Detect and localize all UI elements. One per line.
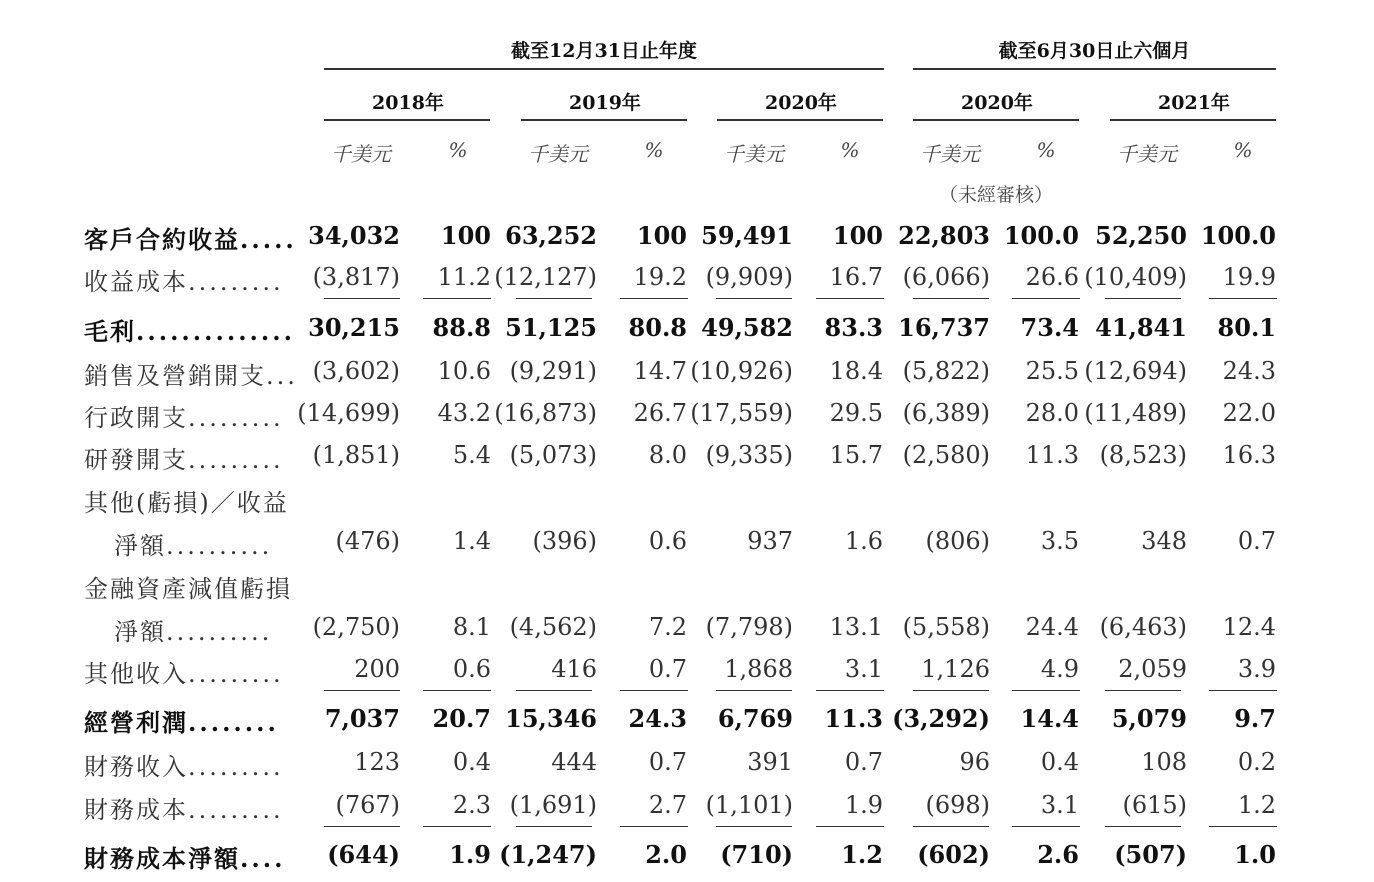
amount-cell: 63,252 [505,221,597,250]
amount-cell: (3,602) [312,357,400,385]
amount-cell: (11,489) [1084,399,1187,427]
unit-percent-label: % [840,138,860,162]
amount-cell: (396) [532,527,597,555]
percent-cell: 11.3 [824,704,883,733]
subtotal-rule [423,690,491,691]
header-six-months: 截至6月30日止六個月 [998,40,1191,62]
amount-cell: (17,559) [690,399,793,427]
amount-cell: (8,523) [1099,441,1187,469]
row-leader-dots: ..... [240,225,297,254]
amount-cell: 200 [354,655,400,683]
subtotal-rule [816,690,884,691]
subtotal-rule [1012,690,1080,691]
percent-cell: 24.3 [1222,357,1276,385]
row-label [84,790,284,825]
row-label [84,747,284,782]
percent-cell: 80.8 [628,313,687,342]
percent-cell: 11.3 [1025,441,1079,469]
row-label-text: 行政開支 [84,404,188,432]
percent-cell: 7.2 [648,613,687,641]
percent-cell: 2.3 [452,791,491,819]
percent-cell: 43.2 [437,399,491,427]
percent-cell: 3.1 [1040,791,1079,819]
period-header-rule [913,119,1079,121]
row-leader-dots: ......... [188,660,284,688]
unit-amount-label: 千美元 [920,142,980,166]
amount-cell: (507) [1114,840,1187,869]
percent-cell: 24.3 [628,704,687,733]
percent-cell: 100 [636,221,687,250]
amount-cell: 30,215 [308,313,400,342]
amount-cell: (16,873) [494,399,597,427]
percent-cell: 1.6 [844,527,883,555]
amount-cell: (9,291) [509,357,597,385]
header-fiscal-year: 截至12月31日止年度 [511,40,697,62]
percent-cell: 73.4 [1020,313,1079,342]
subtotal-rule [516,298,592,299]
amount-cell: 34,032 [308,221,400,250]
row-label-text: 財務收入 [84,753,188,781]
percent-cell: 1.2 [1237,791,1276,819]
subtotal-rule [324,826,400,827]
row-label [84,220,297,255]
row-label-text: 金融資產減值虧損 [84,575,292,603]
percent-cell: 20.7 [432,704,491,733]
amount-cell: (3,817) [312,263,400,291]
row-label-text: 淨額 [114,532,166,560]
subtotal-rule [620,690,688,691]
row-label-text: 客戶合約收益 [84,225,240,254]
percent-cell: 0.7 [1237,527,1276,555]
row-label-text: 財務成本淨額 [84,844,240,873]
subtotal-rule [516,690,592,691]
table-row [0,522,1374,564]
percent-cell: 0.4 [1040,748,1079,776]
row-label [84,839,285,874]
subtotal-rule [620,826,688,827]
amount-cell: (644) [327,840,400,869]
subtotal-rule [423,298,491,299]
percent-cell: 16.7 [829,263,883,291]
percent-cell: 2.7 [648,791,687,819]
percent-cell: 14.7 [633,357,687,385]
percent-cell: 3.5 [1040,527,1079,555]
table-row [0,565,1374,607]
percent-cell: 25.5 [1025,357,1079,385]
table-row [0,608,1374,650]
period-header: 2018年 [372,92,444,114]
row-label-text: 研發開支 [84,446,188,474]
amount-cell: (476) [335,527,400,555]
amount-cell: 108 [1141,748,1187,776]
percent-cell: 88.8 [432,313,491,342]
row-label [84,569,292,604]
table-row [0,650,1374,692]
table-row [0,258,1374,300]
header-six-months-rule [913,68,1276,70]
table-row [0,786,1374,828]
percent-cell: 16.3 [1222,441,1276,469]
percent-cell: 1.0 [1234,840,1276,869]
percent-cell: 29.5 [829,399,883,427]
percent-cell: 100 [832,221,883,250]
row-leader-dots: .......... [166,618,273,646]
row-label [84,703,279,738]
row-label-text: 經營利潤 [84,708,188,737]
subtotal-rule [324,690,400,691]
percent-cell: 3.9 [1237,655,1276,683]
amount-cell: 123 [354,748,400,776]
amount-cell: (1,247) [499,840,597,869]
percent-cell: 8.0 [648,441,687,469]
amount-cell: (7,798) [705,613,793,641]
period-header-rule [324,119,490,121]
percent-cell: 13.1 [829,613,883,641]
amount-cell: (12,694) [1084,357,1187,385]
amount-cell: 52,250 [1095,221,1187,250]
amount-cell: (14,699) [297,399,400,427]
row-leader-dots: ......... [188,268,284,296]
amount-cell: (1,101) [705,791,793,819]
amount-cell: 51,125 [505,313,597,342]
percent-cell: 15.7 [829,441,883,469]
header-fiscal-year-rule [324,68,884,70]
unit-amount-label: 千美元 [528,142,588,166]
unit-percent-label: % [448,138,468,162]
amount-cell: (9,335) [705,441,793,469]
period-header-rule [1110,119,1276,121]
period-header-rule [717,119,883,121]
subtotal-rule [1012,298,1080,299]
percent-cell: 100.0 [1003,221,1079,250]
percent-cell: 5.4 [452,441,491,469]
percent-cell: 1.9 [449,840,491,869]
amount-cell: (10,926) [690,357,793,385]
percent-cell: 83.3 [824,313,883,342]
row-label [84,356,298,391]
subtotal-rule [913,298,989,299]
percent-cell: 12.4 [1222,613,1276,641]
amount-cell: 416 [551,655,597,683]
unit-percent-label: % [1036,138,1056,162]
row-leader-dots: ... [266,362,298,390]
amount-cell: 1,126 [921,655,990,683]
amount-cell: 1,868 [724,655,793,683]
percent-cell: 22.0 [1222,399,1276,427]
percent-cell: 1.9 [844,791,883,819]
amount-cell: (2,580) [902,441,990,469]
table-row [0,699,1374,741]
percent-cell: 3.1 [844,655,883,683]
amount-cell: (710) [720,840,793,869]
percent-cell: 100 [440,221,491,250]
unit-amount-label: 千美元 [724,142,784,166]
table-row [0,835,1374,877]
row-label [114,612,272,647]
amount-cell: (1,691) [509,791,597,819]
percent-cell: 0.6 [452,655,491,683]
percent-cell: 19.2 [633,263,687,291]
percent-cell: 19.9 [1222,263,1276,291]
percent-cell: 11.2 [437,263,491,291]
table-row [0,479,1374,521]
period-header: 2019年 [569,92,641,114]
row-label-text: 銷售及營銷開支 [84,362,266,390]
row-label-text: 收益成本 [84,268,188,296]
row-label [84,440,284,475]
percent-cell: 0.6 [648,527,687,555]
amount-cell: (806) [925,527,990,555]
amount-cell: 937 [747,527,793,555]
amount-cell: 96 [959,748,990,776]
percent-cell: 14.4 [1020,704,1079,733]
amount-cell: (5,558) [902,613,990,641]
percent-cell: 26.7 [633,399,687,427]
amount-cell: (6,389) [902,399,990,427]
amount-cell: (767) [335,791,400,819]
row-label [84,262,284,297]
row-leader-dots: .......... [166,532,273,560]
row-leader-dots: .... [240,844,286,873]
amount-cell: 391 [747,748,793,776]
row-leader-dots: ......... [188,446,284,474]
subtotal-rule [324,298,400,299]
table-row [0,216,1374,258]
period-header: 2021年 [1158,92,1230,114]
row-label-text: 毛利 [84,317,136,346]
amount-cell: (615) [1122,791,1187,819]
period-header: 2020年 [765,92,837,114]
amount-cell: (3,292) [892,704,990,733]
period-header: 2020年 [961,92,1033,114]
subtotal-rule [716,826,792,827]
amount-cell: (1,851) [312,441,400,469]
amount-cell: 15,346 [505,704,597,733]
amount-cell: 22,803 [898,221,990,250]
percent-cell: 8.1 [452,613,491,641]
amount-cell: 444 [551,748,597,776]
amount-cell: 5,079 [1111,704,1187,733]
amount-cell: (5,822) [902,357,990,385]
subtotal-rule [423,826,491,827]
amount-cell: (6,463) [1099,613,1187,641]
percent-cell: 80.1 [1217,313,1276,342]
amount-cell: (602) [917,840,990,869]
amount-cell: 2,059 [1118,655,1187,683]
amount-cell: 16,737 [898,313,990,342]
row-label-text: 財務成本 [84,796,188,824]
amount-cell: (10,409) [1084,263,1187,291]
percent-cell: 9.7 [1234,704,1276,733]
row-label-text: 其他收入 [84,660,188,688]
table-row [0,436,1374,478]
subtotal-rule [516,826,592,827]
percent-cell: 4.9 [1040,655,1079,683]
subtotal-rule [913,826,989,827]
amount-cell: 348 [1141,527,1187,555]
subtotal-rule [1209,298,1277,299]
unit-amount-label: 千美元 [331,142,391,166]
subtotal-rule [913,690,989,691]
percent-cell: 0.7 [648,655,687,683]
subtotal-rule [1105,298,1181,299]
table-row [0,308,1374,350]
row-label [84,483,289,518]
row-label [84,654,284,689]
amount-cell: (698) [925,791,990,819]
amount-cell: 7,037 [324,704,400,733]
subtotal-rule [1209,690,1277,691]
amount-cell: (12,127) [494,263,597,291]
table-row [0,743,1374,785]
row-leader-dots: ........ [188,708,279,737]
table-row [0,394,1374,436]
subtotal-rule [816,826,884,827]
row-label-text: 淨額 [114,618,166,646]
unit-percent-label: % [644,138,664,162]
subtotal-rule [716,298,792,299]
unit-percent-label: % [1233,138,1253,162]
subtotal-rule [1105,690,1181,691]
percent-cell: 1.4 [452,527,491,555]
percent-cell: 100.0 [1200,221,1276,250]
percent-cell: 28.0 [1025,399,1079,427]
percent-cell: 0.7 [844,748,883,776]
period-header-rule [521,119,687,121]
subtotal-rule [620,298,688,299]
amount-cell: (6,066) [902,263,990,291]
row-leader-dots: .............. [136,317,295,346]
table-row [0,352,1374,394]
percent-cell: 18.4 [829,357,883,385]
unit-amount-label: 千美元 [1117,142,1177,166]
percent-cell: 2.0 [645,840,687,869]
amount-cell: (5,073) [509,441,597,469]
percent-cell: 0.4 [452,748,491,776]
percent-cell: 1.2 [841,840,883,869]
unaudited-note: （未經審核） [938,184,1053,206]
percent-cell: 0.2 [1237,748,1276,776]
percent-cell: 2.6 [1037,840,1079,869]
amount-cell: (9,909) [705,263,793,291]
percent-cell: 10.6 [437,357,491,385]
percent-cell: 24.4 [1025,613,1079,641]
row-label [84,312,295,347]
subtotal-rule [1209,826,1277,827]
row-label [114,526,272,561]
row-label [84,398,284,433]
row-leader-dots: ......... [188,796,284,824]
amount-cell: (2,750) [312,613,400,641]
amount-cell: (4,562) [509,613,597,641]
percent-cell: 26.6 [1025,263,1079,291]
amount-cell: 41,841 [1095,313,1187,342]
subtotal-rule [1012,826,1080,827]
row-leader-dots: ......... [188,753,284,781]
subtotal-rule [816,298,884,299]
amount-cell: 49,582 [701,313,793,342]
subtotal-rule [716,690,792,691]
amount-cell: 6,769 [717,704,793,733]
amount-cell: 59,491 [701,221,793,250]
row-leader-dots: ......... [188,404,284,432]
percent-cell: 0.7 [648,748,687,776]
subtotal-rule [1105,826,1181,827]
row-label-text: 其他(虧損)／收益 [84,489,289,517]
